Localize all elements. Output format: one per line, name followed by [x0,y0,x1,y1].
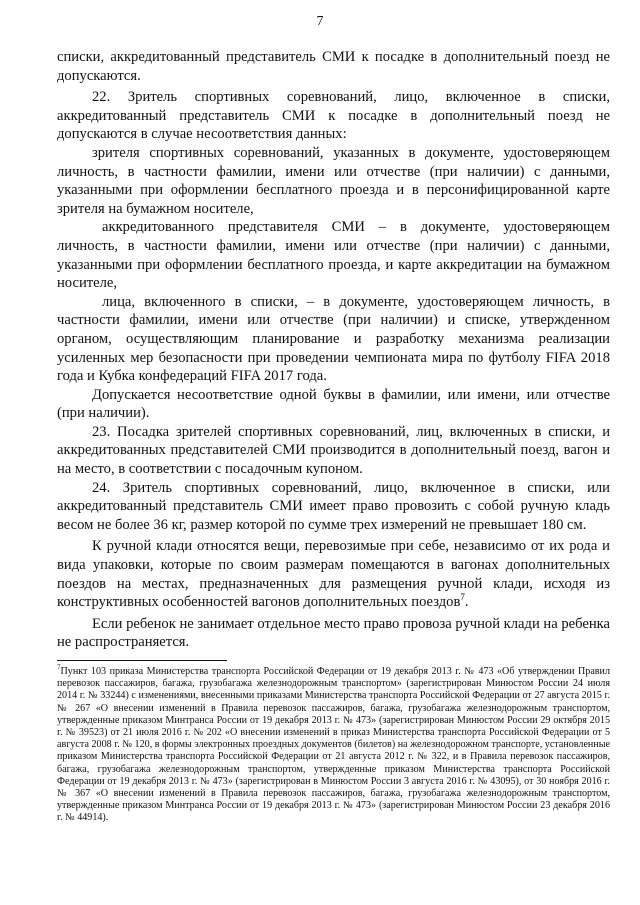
paragraph-child: Если ребенок не занимает отдельное место право провоза ручной клади на ребенка не распространяется. [57,615,610,651]
paragraph-continuation: списки, аккредитованный представитель СМИ к посадке в дополнительный поезд не допускаются. [57,49,610,84]
page-number: 7 [316,14,324,29]
footnote-text: Пункт 103 приказа Министерства транспорта Российской Федерации от 19 декабря 2013 г. № 473 «Об утверждении Правил перевозок пассажиров, багажа, грузобагажа железнодорожным транспортом» (зарегистрирован Минюстом России 24 июля 2014 г. № 33244) с изменениями, внесенными приказами Министерства транспорта Российской Федерации от 27 августа 2015 г. № 267 «О внесении изменений в Правила перевозок пассажиров, багажа, грузобагажа железнодорожным транспортом, утвержденные приказом Минтранса России от 19 декабря 2013 г. № 473» (зарегистрирован Минюстом России 29 октября 2015 г. № 39523) от 21 июля 2016 г. № 202 «О внесении изменений в приказ Министерства транспорта Российской Федерации от 5 августа 2008 г. № 120, в формы электронных проездных документов (билетов) на железнодорожном транспорте, установленные приказом Министерства транспорта Российской Федерации от 21 августа 2012 г. № 322, и в Правила перевозок пассажиров, багажа, грузобагажа железнодорожным транспортом, утвержденные приказом Министерства транспорта Российской Федерации от 19 декабря 2013 г. № 473» (зарегистрирован в Минюстом России 3 августа 2016 г. № 43095), от 30 ноября 2016 г. № 367 «О внесении изменений в Правила перевозок пассажиров, багажа, грузобагажа железнодорожным транспортом, утвержденные приказом Минтранса России от 19 декабря 2013 г. № 473» (зарегистрирован Минюстом России 23 декабря 2016 г. № 44914). [57,666,610,824]
footnote-separator [57,660,227,661]
footnote-reference: 7 [460,592,465,603]
paragraph-hand-luggage-text: К ручной клади относятся вещи, перевозимые при себе, независимо от их рода и вида упаковки, которые по своим размерам помещаются в вагонах дополнительных поездов на местах, предназначенных для размещения ручной клади, исходя из конструктивных особенностей вагонов дополнительных поездов [57,538,610,611]
paragraph-22-media: аккредитованного представителя СМИ – в документе, удостоверяющем личность, в частности фамилии, имени или отчестве (при наличии) с данными, указанными при оформлении бесплатного проезда, и карте аккредитации на бумажном носителе, [57,219,610,292]
paragraph-letter-mismatch: Допускается несоответствие одной буквы в фамилии, или имени, или отчестве (при наличии). [57,386,610,422]
paragraph-hand-luggage: К ручной клади относятся вещи, перевозимые при себе, независимо от их рода и вида упаковки, которые по своим размерам помещаются в вагонах дополнительных поездов на местах, предназначенных для размещения ручной клади, исходя из конструктивных особенностей вагонов дополнительных поездов$^7$. [57,538,610,611]
paragraph-24: 24. Зритель спортивных соревнований, лицо, включенное в списки, или аккредитованный представитель СМИ имеет право провозить с собой ручную кладь весом не более 36 кг, размер которой по сумме трех измерений не превышает 180 см. [57,479,610,533]
body-text [57,48,610,652]
footnote-marker: 7 [57,663,61,672]
paragraph-22-spectator: зрителя спортивных соревнований, указанных в документе, удостоверяющем личность, в частности фамилии, имени или отчестве (при наличии) с данными, указанными при оформлении бесплатного проезда и в персонифицированной карте зрителя на бумажном носителе, [57,144,610,217]
footnote [57,663,610,825]
paragraph-22-listed-person: лица, включенного в списки, – в документе, удостоверяющем личность, в частности фамилии, имени или отчестве (при наличии) и списке, утвержденном органом, осуществляющим планирование и разработку механизма реализации усиленных мер безопасности при проведении чемпионата мира по футболу FIFA 2018 года и Кубка конфедераций FIFA 2017 года. [57,293,610,385]
paragraph-22: 22. Зритель спортивных соревнований, лицо, включенное в списки, аккредитованный представитель СМИ к посадке в дополнительный поезд не допускаются в случае несоответствия данных: [57,89,610,143]
paragraph-23: 23. Посадка зрителей спортивных соревнований, лиц, включенных в списки, и аккредитованных представителей СМИ производится в дополнительный поезд, вагон и на место, в соответствии с посадочным купоном. [57,423,610,478]
